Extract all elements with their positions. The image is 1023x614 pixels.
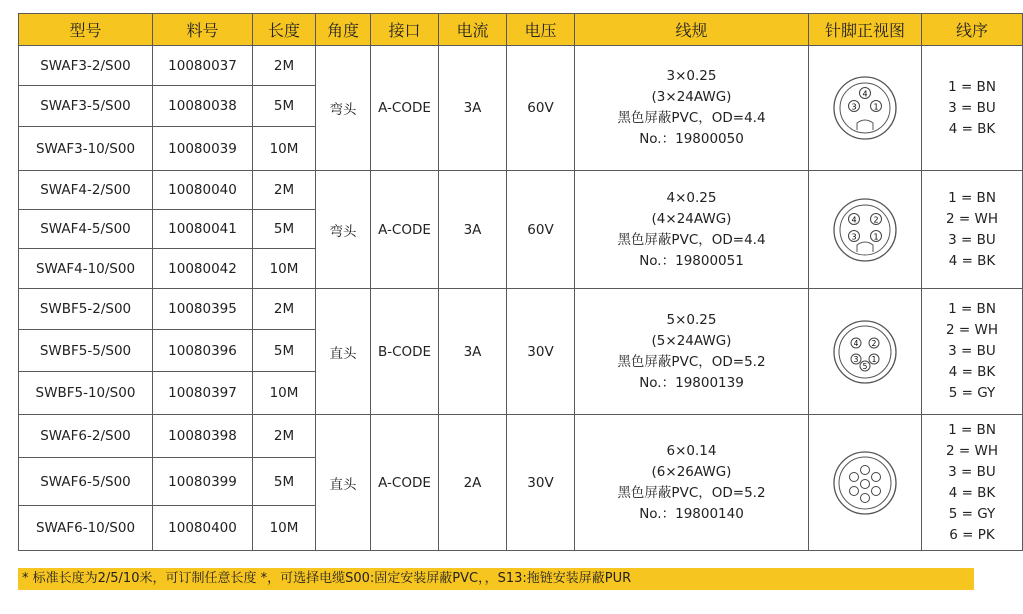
wire-order-item: 4 = BK [948,484,996,501]
cable-cell [575,46,809,171]
header-cable: 线规 [575,14,809,46]
wire-order-item: 5 = GY [948,505,996,522]
pin-label: 3 [853,354,859,364]
part-cell: 10080396 [153,330,253,372]
wire-order-item: 5 = GY [948,385,996,401]
part-cell: 10080042 [153,249,253,289]
current-cell: 3A [439,171,507,289]
header-pin-view: 针脚正视图 [809,14,922,46]
wire-order-item: 1 = BN [948,78,996,95]
connector-6pin-icon [830,448,900,518]
pin-view-cell [809,289,922,415]
wire-order-item: 3 = BU [948,99,996,116]
header-angle: 角度 [316,14,371,46]
length-cell: 2M [253,171,316,210]
pin-view-cell [809,46,922,171]
cable-line: (6×26AWG) [651,463,732,480]
wire-order-item: 3 = BU [948,343,996,359]
part-cell: 10080398 [153,415,253,458]
part-cell: 10080038 [153,86,253,127]
length-cell: 5M [253,330,316,372]
pin-view-cell [809,171,922,289]
interface-cell: A-CODE [371,415,439,551]
wire-order-item: 1 = BN [948,301,996,317]
part-cell: 10080039 [153,127,253,171]
table-row [19,289,1023,330]
cable-line: No.：19800050 [639,131,744,147]
header-interface: 接口 [371,14,439,46]
length-cell: 2M [253,289,316,330]
wire-order-item: 4 = BK [948,120,996,137]
spec-table [18,13,1023,551]
part-cell: 10080395 [153,289,253,330]
pin-label: 2 [873,215,879,224]
cable-line: 3×0.25 [666,68,717,84]
length-cell: 2M [253,46,316,86]
pin-label: 4 [853,338,859,348]
footnote: * 标准长度为2/5/10米，可订制任意长度 *，可选择电缆S00:固定安装屏蔽PVC，，S13:拖链安装屏蔽PUR [18,568,974,590]
cable-line: 6×0.14 [666,442,717,459]
model-cell: SWAF3-2/S00 [19,46,153,86]
length-cell: 10M [253,249,316,289]
model-cell: SWAF3-10/S00 [19,127,153,171]
connector-3pin-icon [830,73,900,143]
voltage-cell: 60V [507,171,575,289]
part-cell: 10080041 [153,210,253,249]
table-row [19,46,1023,86]
length-cell: 5M [253,210,316,249]
cable-cell [575,289,809,415]
model-cell: SWAF3-5/S00 [19,86,153,127]
header-row [19,14,1023,46]
header-voltage: 电压 [507,14,575,46]
part-cell: 10080037 [153,46,253,86]
pin-label: 1 [873,102,879,112]
pin-label: 3 [851,102,857,112]
wire-order-item: 6 = PK [949,526,995,543]
pin-label: 2 [871,338,877,348]
wire-order-cell [922,289,1023,415]
pin-label: 5 [862,361,868,371]
cable-line: 4×0.25 [666,189,717,206]
table-row [19,171,1023,210]
wire-order-item: 2 = WH [946,210,998,227]
cable-line: (5×24AWG) [651,332,732,349]
wire-order-item: 1 = BN [948,189,996,206]
length-cell: 2M [253,415,316,458]
voltage-cell: 30V [507,289,575,415]
pin-label: 1 [871,354,877,364]
current-cell: 3A [439,289,507,415]
model-cell: SWBF5-5/S00 [19,330,153,372]
connector-5pin-icon [830,317,900,387]
length-cell: 10M [253,127,316,171]
wire-order-cell [922,415,1023,551]
interface-cell: A-CODE [371,171,439,289]
cable-line: No.：19800051 [639,252,744,269]
angle-cell: 直头 [316,289,371,415]
pin-label: 1 [873,232,879,241]
connector-4pin-icon [830,195,900,265]
wire-order-item: 3 = BU [948,463,996,480]
wire-order-cell [922,46,1023,171]
length-cell: 10M [253,372,316,415]
header-length: 长度 [253,14,316,46]
length-cell: 10M [253,506,316,551]
header-wire-order: 线序 [922,14,1023,46]
cable-cell [575,171,809,289]
part-cell: 10080397 [153,372,253,415]
length-cell: 5M [253,458,316,506]
cable-line: 黑色屏蔽PVC，OD=4.4 [617,231,766,248]
model-cell: SWAF4-10/S00 [19,249,153,289]
model-cell: SWBF5-10/S00 [19,372,153,415]
current-cell: 3A [439,46,507,171]
wire-order-cell [922,171,1023,289]
cable-line: (3×24AWG) [651,89,732,105]
cable-line: 黑色屏蔽PVC，OD=5.2 [617,353,766,370]
interface-cell: B-CODE [371,289,439,415]
model-cell: SWBF5-2/S00 [19,289,153,330]
wire-order-item: 2 = WH [946,322,998,338]
header-current: 电流 [439,14,507,46]
header-model: 型号 [19,14,153,46]
part-cell: 10080400 [153,506,253,551]
model-cell: SWAF4-2/S00 [19,171,153,210]
wire-order-item: 4 = BK [948,252,996,269]
length-cell: 5M [253,86,316,127]
cable-cell [575,415,809,551]
pin-label: 4 [862,89,868,99]
angle-cell: 直头 [316,415,371,551]
wire-order-item: 3 = BU [948,231,996,248]
angle-cell: 弯头 [316,46,371,171]
cable-line: (4×24AWG) [651,210,732,227]
current-cell: 2A [439,415,507,551]
cable-line: 黑色屏蔽PVC，OD=4.4 [617,110,766,126]
model-cell: SWAF6-2/S00 [19,415,153,458]
model-cell: SWAF4-5/S00 [19,210,153,249]
cable-line: 5×0.25 [666,311,717,328]
table-row [19,415,1023,458]
angle-cell: 弯头 [316,171,371,289]
part-cell: 10080040 [153,171,253,210]
cable-line: No.：19800140 [639,505,744,522]
pin-label: 4 [851,215,857,224]
part-cell: 10080399 [153,458,253,506]
cable-line: 黑色屏蔽PVC，OD=5.2 [617,484,766,501]
pin-label: 3 [851,232,857,241]
wire-order-item: 1 = BN [948,421,996,438]
wire-order-item: 2 = WH [946,442,998,459]
header-part: 料号 [153,14,253,46]
model-cell: SWAF6-5/S00 [19,458,153,506]
voltage-cell: 60V [507,46,575,171]
interface-cell: A-CODE [371,46,439,171]
cable-line: No.：19800139 [639,374,744,391]
model-cell: SWAF6-10/S00 [19,506,153,551]
voltage-cell: 30V [507,415,575,551]
wire-order-item: 4 = BK [948,364,996,380]
pin-view-cell [809,415,922,551]
